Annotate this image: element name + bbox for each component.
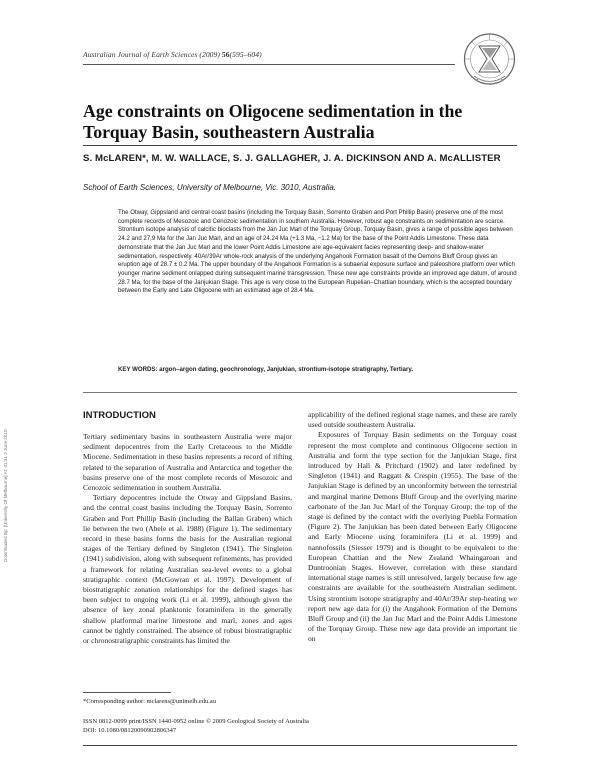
journal-volume: 56	[221, 50, 230, 59]
keywords	[118, 366, 518, 373]
journal-name: Australian Journal of Earth Sciences	[83, 50, 198, 59]
section-heading-introduction: INTRODUCTION	[83, 410, 156, 421]
affiliation: School of Earth Sciences, University of Melbourne, Vic. 3010, Australia.	[83, 183, 337, 192]
issn-line: ISSN 0812-0099 print/ISSN 1440-0952 online © 2009 Geological Society of Australia	[83, 718, 309, 725]
abstract	[118, 209, 518, 296]
paragraph: Tertiary sedimentary basins in southeastern Australia were major sediment depocentres from the Early Cretaceous to the Middle Miocene. Sedimentation in these basins represents a record of rifting related to the separation of Australia and Antarctica and together the basins preserve one of the most complete records of Mesozoic and Cenozoic sedimentation in southern Australia.	[83, 432, 292, 493]
paragraph: Tertiary depocentres include the Otway and Gippsland Basins, and the central coast basins including the Torquay Basin, Sorrento Graben and Port Phillip Basin (including the Ballan Graben) which lie between the two (Abele et al. 1988) (Figure 1). The sedimentary record in these basins forms the basis for the Australian regional stages of the Tertiary defined by Singleton (1941). The Singleton (1941) subdivision, along with subsequent refinements, has provided a framework for relating Australian sea-level events to a global stratigraphic context (McGowran et al. 1997). Development of biostratigraphic zonation relationships for the defined stages has been subject to ongoing work (Li et al. 1999), although given the absence of key zonal planktonic foraminifera in the generally shallow platformal marine limestone and marl, zones and ages cannot be tightly constrained. The absence of robust biostratigraphic or chronostratigraphic constraints has limited the	[83, 493, 292, 646]
journal-year: (2009)	[199, 50, 220, 59]
keywords-list: argon–argon dating, geochronology, Janjukian, strontium-isotope stratigraphy, Tertiary.	[159, 366, 414, 373]
doi-link[interactable]: DOI: 10.1080/08120090902806347	[83, 727, 177, 734]
journal-citation	[83, 50, 262, 59]
download-stamp: Downloaded By: [University Of Melbourne] At: 01:31 2 June 2010	[3, 429, 8, 562]
author-list: S. McLAREN*, M. W. WALLACE, S. J. GALLAGHER, J. A. DICKINSON AND A. McALLISTER	[83, 153, 501, 164]
keywords-label: KEY WORDS:	[118, 366, 158, 373]
body-column-left	[83, 432, 292, 646]
body-column-right	[308, 410, 517, 645]
abstract-text: The Otway, Gippsland and central coast basins (including the Torquay Basin, Sorrento Graben and Port Phillip Basin) preserve one of the most complete records of Mesozoic and Cenozoic sedimentation in southern Australia. However, robust age constraints on sedimentation are scarce. Strontium isotope analysis of calcitic bioclasts from the Jan Juc Marl of the Torquay Group, Torquay Basin, gives a range of possible ages between 24.2 and 27.9 Ma for the Jan Juc Marl, and an age of 24.24 Ma (+1.3 Ma, −1.2 Ma) for the base of the Point Addis Limestone. These data demonstrate that the Jan Juc Marl and the lower Point Addis Limestone are age-equivalent facies representing deep- and shallow-water sedimentation, respectively. 40Ar/39Ar whole-rock analysis of the underlying Angahook Formation basalt of the Demons Bluff Group gives an eruption age of 28.7 ± 0.2 Ma. The upper boundary of the Angahook Formation is a subaerial exposure surface and paleoshore platform over which younger marine sediment onlapped during subsequent marine transgression. These new age constraints provide an improved age datum, of around 28.7 Ma, for the base of the Janjukian Stage. This age is very close to the European Rupelian–Chattian boundary, which is the accepted boundary between the Early and Late Oligocene with an estimated age of 28.4 Ma.	[118, 209, 517, 295]
header-rule	[83, 64, 455, 65]
paragraph: applicability of the defined regional stage names, and these are rarely used outside southeastern Australia.	[308, 410, 517, 430]
corresponding-author-footnote: *Corresponding author: mclarens@unimelb.edu.au	[83, 698, 217, 705]
paragraph: Exposures of Torquay Basin sediments on the Torquay coast represent the most complete and continuous Oligocene section in Australia and form the type section for the Janjukian Stage, first introduced by Hall & Pritchard (1902) and later redefined by Singleton (1941) and Raggatt & Crespin (1955). The base of the Janjukian Stage is defined by an unconformity between the terrestrial and marginal marine Demons Bluff Group and the overlying marine carbonate of the Jan Juc Marl of the Torquay Group; the top of the stage is defined by the contact with the overlying Puebla Formation (Figure 2). The Janjukian has been dated between Early Oligocene and Early Miocene using foraminifera (Li et al. 1999) and nannofossils (Siesser 1979) and is thought to be equivalent to the European Chattian and the New Zealand Whaingaroan and Duntroonian Stages. However, correlation with these standard international stage names is still unresolved, largely because few age constraints are available for the southeastern Australian sediment. Using strontium isotope stratigraphy and 40Ar/39Ar step-heating we report new age data for (i) the Angahook Formation of the Demons Bluff Group and (ii) the Jan Juc Marl and the Point Addis Limestone of the Torquay Group. These new age data provide an important tie on	[308, 430, 517, 644]
article-title: Age constraints on Oligocene sedimentation in the Torquay Basin, southeastern Australia	[83, 101, 463, 142]
abstract-rule	[83, 392, 517, 393]
geological-society-crest-logo	[462, 32, 517, 90]
journal-pages: (595–604)	[229, 50, 262, 59]
title-rule	[83, 145, 517, 146]
issn-doi-block	[83, 717, 309, 735]
bottom-rule	[83, 745, 517, 746]
footnote-rule	[83, 692, 171, 693]
